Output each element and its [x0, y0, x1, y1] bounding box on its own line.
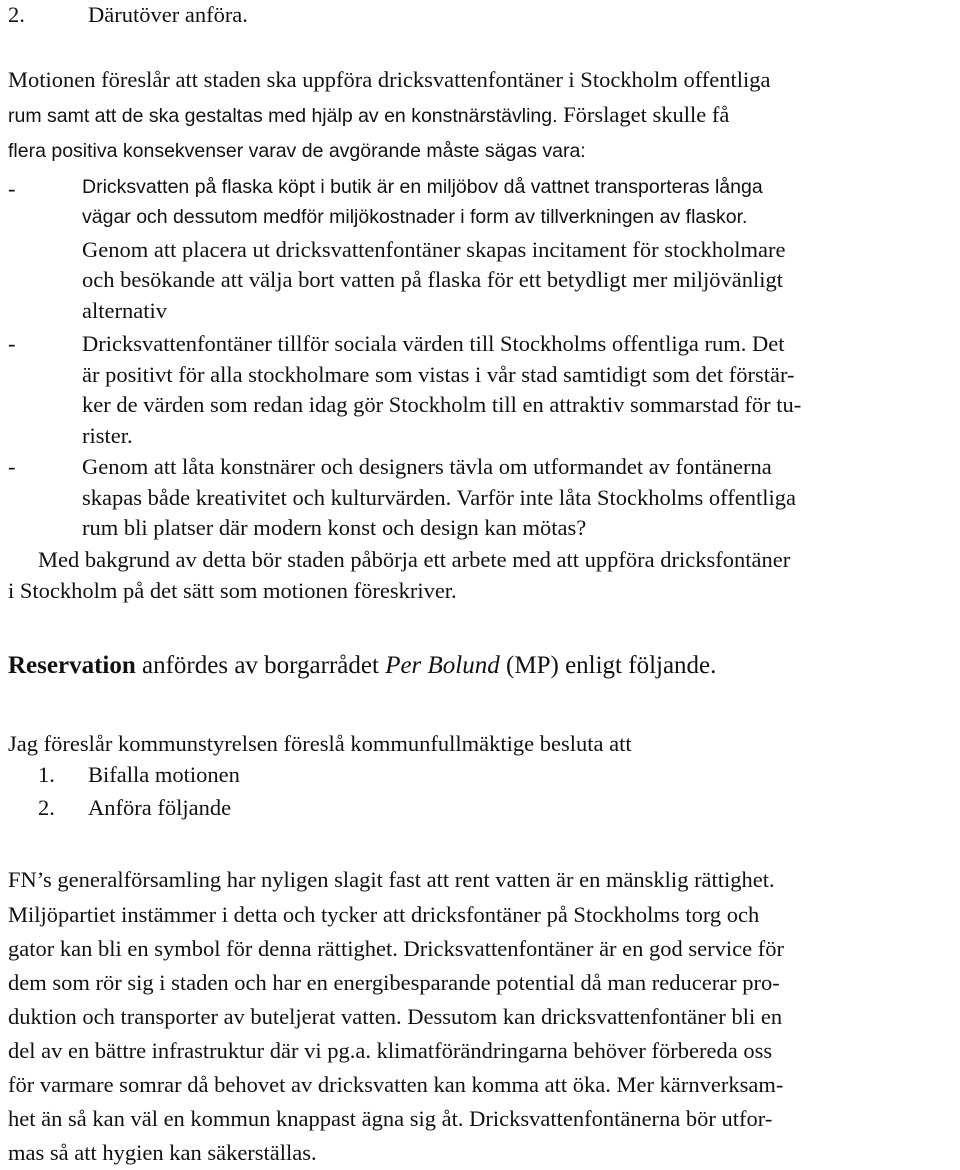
closing-line: duktion och transporter av buteljerat vatten. Dessutom kan dricksvattenfontäner bli en [8, 1004, 783, 1029]
bullet-line: och besökande att välja bort vatten på flaska för ett betydligt mer miljövänligt [82, 267, 784, 292]
bullet-line: skapas både kreativitet och kulturvärden. Varför inte låta Stockholms offentliga [82, 485, 796, 510]
motion-line: flera positiva konsekvenser varav de avgörande måste sägas vara: [8, 140, 586, 162]
closing-line: för varmare somrar då behovet av dricksvatten kan komma att öka. Mer kärnverksam- [8, 1072, 784, 1097]
motion-line: Motionen föreslår att staden ska uppföra dricksvattenfontäner i Stockholm offentliga [8, 67, 771, 92]
closing-line: Miljöpartiet instämmer i detta och tycker att dricksfontäner på Stockholms torg och [8, 902, 760, 927]
top-item-number: 2. [8, 2, 25, 27]
bullet-line: Dricksvattenfontäner tillför sociala värden till Stockholms offentliga rum. Det [82, 331, 785, 356]
closing-line: del av en bättre infrastruktur där vi pg.a. klimatförändringarna behöver förbereda oss [8, 1038, 773, 1063]
bullet-line: Genom att placera ut dricksvattenfontäner skapas incitament för stockholmare [82, 237, 786, 262]
reservation-text: enligt följande. [565, 652, 717, 679]
bullet-dash: - [8, 176, 16, 201]
bullet-line: alternativ [82, 298, 167, 323]
proposal-item-number: 1. [38, 762, 55, 787]
closing-line: gator kan bli en symbol för denna rättighet. Dricksvattenfontäner är en god service för [8, 936, 784, 961]
top-item-text: Därutöver anföra. [88, 2, 248, 27]
bullet-line: är positivt för alla stockholmare som vistas i vår stad samtidigt som det förstär- [82, 362, 795, 387]
closing-line: dem som rör sig i staden och har en energibesparande potential då man reducerar pro- [8, 970, 780, 995]
reservation-party: (MP) [506, 652, 559, 679]
motion-text: Förslaget skulle få [563, 102, 730, 127]
bullet-line: rister. [82, 423, 133, 448]
closing-line: mas så att hygien kan säkerställas. [8, 1140, 317, 1165]
proposal-item-text: Anföra följande [88, 795, 232, 820]
reservation-text: anfördes av borgarrådet [142, 652, 379, 679]
motion-text: rum samt att de ska gestaltas med hjälp av en konstnärstävling. [8, 105, 558, 127]
proposal-item-text: Bifalla motionen [88, 762, 240, 787]
proposal-intro: Jag föreslår kommunstyrelsen föreslå kommunfullmäktige besluta att [8, 731, 632, 756]
bullet-line: vägar och dessutom medför miljökostnader i form av tillverkningen av flaskor. [82, 206, 748, 228]
bullet-line: rum bli platser där modern konst och design kan mötas? [82, 515, 587, 540]
bullet-line: Dricksvatten på flaska köpt i butik är en miljöbov då vattnet transporteras långa [82, 176, 763, 198]
reservation-heading [8, 653, 716, 678]
closing-line: FN’s generalförsamling har nyligen slagit fast att rent vatten är en mänsklig rättighet. [8, 867, 775, 892]
conclusion-line: i Stockholm på det sätt som motionen föreskriver. [8, 578, 457, 603]
conclusion-line: Med bakgrund av detta bör staden påbörja ett arbete med att uppföra dricksfontäner [38, 547, 791, 572]
motion-line [8, 104, 729, 127]
bullet-line: Genom att låta konstnärer och designers tävla om utformandet av fontänerna [82, 454, 772, 479]
reservation-name: Per Bolund [385, 652, 500, 679]
reservation-label: Reservation [8, 652, 136, 679]
bullet-line: ker de värden som redan idag gör Stockholm till en attraktiv sommarstad för tu- [82, 392, 802, 417]
proposal-item-number: 2. [38, 795, 55, 820]
bullet-dash: - [8, 454, 16, 479]
bullet-dash: - [8, 331, 16, 356]
closing-line: het än så kan väl en kommun knappast ägna sig åt. Dricksvattenfontänerna bör utfor- [8, 1106, 773, 1131]
